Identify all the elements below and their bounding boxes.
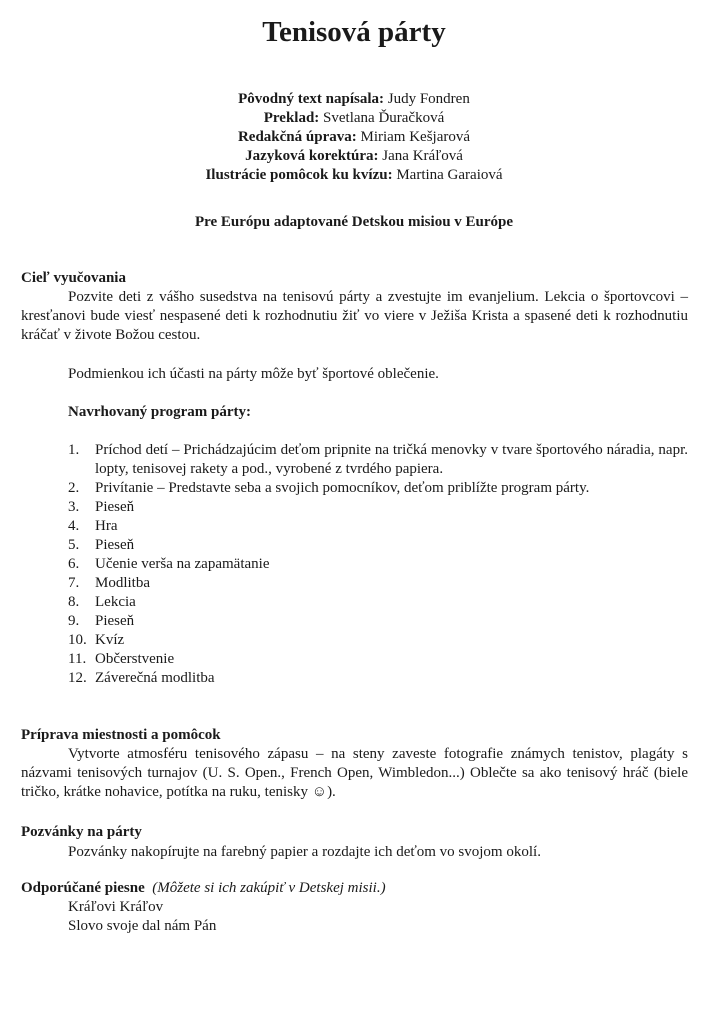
list-item-text: Pieseň	[95, 613, 135, 629]
invitations-text: Pozvánky nakopírujte na farebný papier a rozdajte ich deťom vo svojom okolí.	[68, 844, 541, 860]
list-item-number: 5.	[68, 537, 80, 553]
credit-value: Martina Garaiová	[396, 167, 503, 183]
list-item-text: Učenie verša na zapamätanie	[95, 556, 270, 572]
list-item-number: 9.	[68, 613, 80, 629]
list-item-text: Pieseň	[95, 499, 135, 515]
list-item: Kráľovi Kráľov	[68, 899, 164, 915]
adaptation-note: Pre Európu adaptované Detskou misiou v Európe	[194, 214, 514, 230]
songs-note: (Môžete si ich zakúpiť v Detskej misii.)	[152, 880, 386, 896]
list-item	[68, 593, 688, 612]
list-item-text: Privítanie – Predstavte seba a svojich pomocníkov, deťom priblížte program párty.	[95, 480, 590, 496]
credit-label: Pôvodný text napísala	[238, 91, 379, 107]
program-heading: Navrhovaný program párty:	[68, 404, 252, 420]
preparation-text: Vytvorte atmosféru tenisového zápasu – na steny zaveste fotografie známych tenistov, plagáty s názvami tenisových turnajov (U. S. Open., French Open, Wimbledon...) Oblečte sa ako tenisový hráč (biele tričko, krátke nohavice, potítka na ruku, tenisky ☺).	[21, 746, 688, 800]
preparation-heading: Príprava miestnosti a pomôcok	[21, 727, 221, 743]
credit-editing: Redakčná úprava: Miriam Kešjarová	[237, 129, 471, 145]
credits	[0, 90, 708, 185]
credit-label: Jazyková korektúra	[245, 148, 374, 164]
goal-heading: Cieľ vyučovania	[21, 270, 126, 286]
list-item	[68, 612, 688, 631]
list-item-number: 12.	[68, 670, 87, 686]
list-item	[68, 574, 688, 593]
list-item	[68, 669, 688, 688]
list-item	[68, 650, 688, 669]
credit-proofreading: Jazyková korektúra: Jana Kráľová	[245, 148, 463, 164]
list-item	[68, 479, 688, 498]
list-item-text: Hra	[95, 518, 118, 534]
credit-value: Miriam Kešjarová	[360, 129, 471, 145]
songs-heading-line	[21, 879, 386, 898]
program-list	[68, 441, 688, 688]
list-item	[68, 536, 688, 555]
list-item-text: Občerstvenie	[95, 651, 175, 667]
credit-illustrations: Ilustrácie pomôcok ku kvízu: Martina Garaiová	[205, 167, 503, 183]
list-item-number: 7.	[68, 575, 80, 591]
list-item-number: 10.	[68, 632, 87, 648]
list-item-number: 8.	[68, 594, 80, 610]
credit-label: Ilustrácie pomôcok ku kvízu	[205, 167, 388, 183]
list-item-text: Modlitba	[95, 575, 150, 591]
list-item-number: 6.	[68, 556, 80, 572]
page-title: Tenisová párty	[262, 16, 446, 48]
invitations-heading: Pozvánky na párty	[21, 824, 142, 840]
list-item-text: Lekcia	[95, 594, 136, 610]
credit-label: Redakčná úprava	[237, 129, 352, 145]
credit-value: Jana Kráľová	[382, 148, 463, 164]
list-item-text: Pieseň	[95, 537, 135, 553]
credit-value: Svetlana Ďuračková	[323, 110, 445, 126]
list-item-text: Záverečná modlitba	[95, 670, 215, 686]
list-item	[68, 555, 688, 574]
list-item-text: Kvíz	[95, 632, 125, 648]
list-item-number: 4.	[68, 518, 80, 534]
list-item	[68, 498, 688, 517]
songs-heading: Odporúčané piesne	[21, 880, 145, 896]
list-item	[68, 517, 688, 536]
list-item-number: 11.	[68, 651, 87, 667]
credit-label: Preklad	[263, 110, 315, 126]
list-item	[68, 631, 688, 650]
condition-text: Podmienkou ich účasti na párty môže byť športové oblečenie.	[68, 366, 439, 382]
list-item-number: 3.	[68, 499, 80, 515]
list-item-number: 2.	[68, 480, 80, 496]
list-item	[68, 441, 688, 479]
credit-author: Pôvodný text napísala: Judy Fondren	[238, 91, 470, 107]
goal-text: Pozvite deti z vášho susedstva na tenisovú párty a zvestujte im evanjelium. Lekcia o športovcovi – kresťanovi bude viesť nespasené deti k rozhodnutiu žiť vo viere v Ježiša Krista a spasené deti k rozhodnutiu kráčať v živote Božou cestou.	[21, 289, 688, 343]
songs-list	[68, 898, 216, 936]
credit-translation: Preklad: Svetlana Ďuračková	[263, 110, 445, 126]
credit-value: Judy Fondren	[387, 91, 470, 107]
list-item-number: 1.	[68, 442, 80, 458]
list-item: Slovo svoje dal nám Pán	[68, 918, 217, 934]
list-item-text: Príchod detí – Prichádzajúcim deťom pripnite na tričká menovky v tvare športového náradia, napr. lopty, tenisovej rakety a pod., vyrobené z tvrdého papiera.	[95, 442, 688, 477]
